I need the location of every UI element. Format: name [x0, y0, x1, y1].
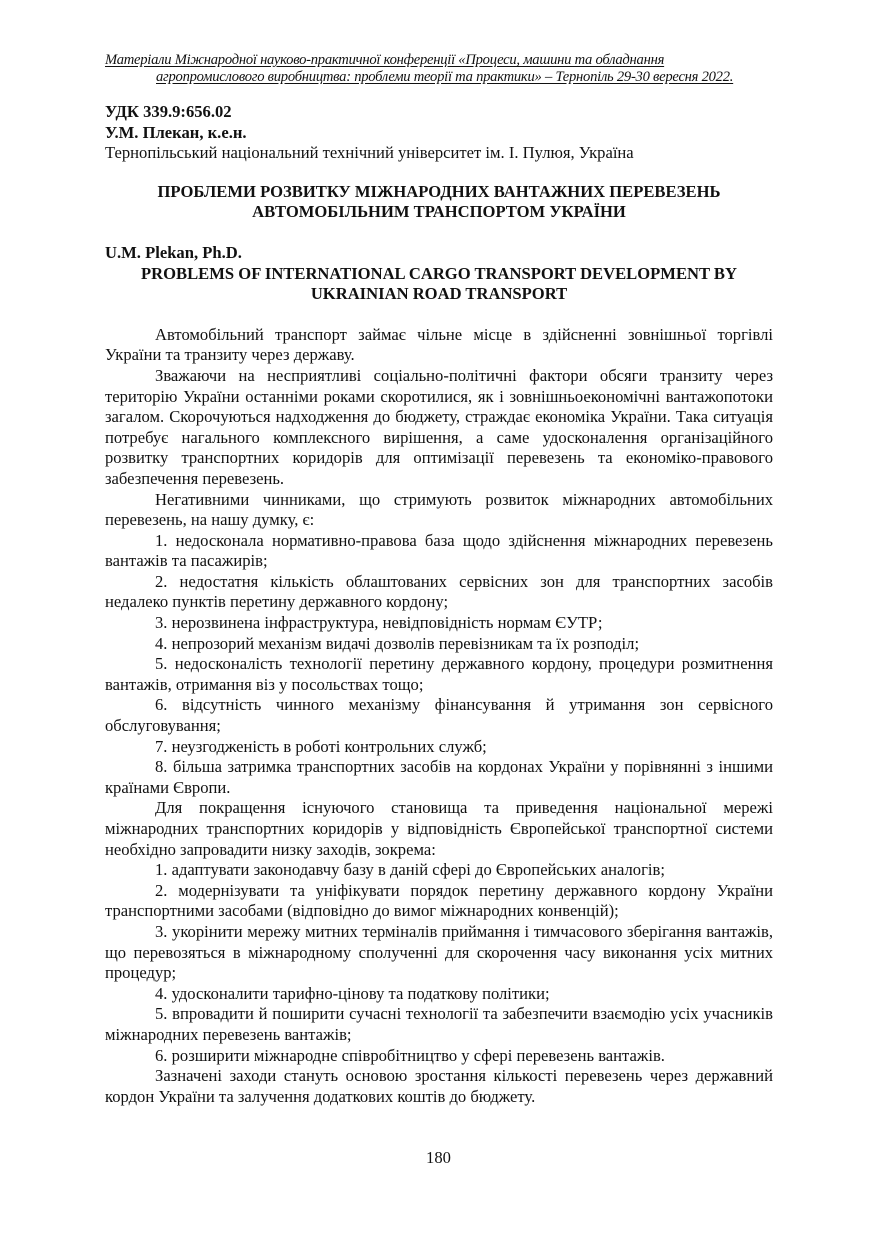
running-header-line-2: агропромислового виробництва: проблеми теорії та практики» – Тернопіль 29-30 вересня 2022.	[156, 69, 734, 85]
article-body	[105, 325, 773, 1108]
list-item: 6. відсутність чинного механізму фінансування й утримання зон сервісного обслуговування;	[105, 695, 773, 736]
title-en-line-1: PROBLEMS OF INTERNATIONAL CARGO TRANSPORT DEVELOPMENT BY	[141, 263, 737, 283]
title-en	[105, 264, 773, 305]
running-header	[105, 52, 773, 86]
list-item: 5. недосконалість технології перетину державного кордону, процедури розмитнення вантажів, отримання віз у посольствах тощо;	[105, 654, 773, 694]
list-item: 3. нерозвинена інфраструктура, невідповідність нормам ЄУТР;	[155, 613, 603, 633]
page	[105, 52, 773, 1107]
list-item: 4. непрозорий механізм видачі дозволів перевізникам та їх розподіл;	[155, 633, 640, 653]
list-item: 2. недостатня кількість облаштованих сервісних зон для транспортних засобів недалеко пунктів перетину державного кордону;	[105, 571, 773, 612]
page-number: 180	[426, 1148, 451, 1167]
negative-factors-list	[105, 531, 773, 799]
paragraph: Автомобільний транспорт займає чільне місце в здійсненні зовнішньої торгівлі України та транзиту через державу.	[105, 324, 773, 365]
list-item: 3. укорінити мережу митних терміналів приймання і тимчасового зберігання вантажів, що перевозяться в міжнародному сполученні для скорочення часу виконання усіх митних процедур;	[105, 921, 773, 983]
author-en: U.M. Plekan, Ph.D.	[105, 242, 242, 262]
list-item: 1. недосконала нормативно-правова база щодо здійснення міжнародних перевезень вантажів та пасажирів;	[105, 530, 773, 571]
list-item: 6. розширити міжнародне співробітництво у сфері перевезень вантажів.	[155, 1045, 665, 1065]
udc-code: УДК 339.9:656.02	[105, 102, 232, 121]
running-header-line-1: Матеріали Міжнародної науково-практичної конференції «Процеси, машини та обладнання	[105, 52, 665, 68]
list-item: 2. модернізувати та уніфікувати порядок перетину державного кордону України транспортними засобами (відповідно до вимог міжнародних конвенцій);	[105, 880, 773, 921]
list-item: 7. неузгодженість в роботі контрольних служб;	[155, 736, 487, 756]
measures-intro: Для покращення існуючого становища та приведення національної мережі міжнародних транспортних коридорів у відповідність Європейської транспортної системи необхідно запровадити низку заходів, зокрема:	[105, 798, 773, 859]
measures-list	[105, 860, 773, 1066]
affiliation: Тернопільський національний технічний університет ім. І. Пулюя, Україна	[105, 143, 634, 163]
title-ua-line-2: АВТОМОБІЛЬНИМ ТРАНСПОРТОМ УКРАЇНИ	[252, 202, 626, 222]
title-en-line-2: UKRAINIAN ROAD TRANSPORT	[310, 284, 568, 304]
paragraph: Зважаючи на несприятливі соціально-політичні фактори обсяги транзиту через територію України останніми роками скоротилися, як і зовнішньоекономічні вантажопотоки загалом. Скорочуються надходження до бюджету, страждає економіка України. Така ситуація потребує нагального комплексного вирішення, а саме удосконалення організаційного розвитку транспортних коридорів для оптимізації перевезень та економіко-правового забезпечення перевезень.	[105, 365, 773, 488]
conclusion: Зазначені заходи стануть основою зростання кількості перевезень через державний кордон України та залучення додаткових коштів до бюджету.	[105, 1066, 773, 1106]
paragraph: Негативними чинниками, що стримують розвиток міжнародних автомобільних перевезень, на нашу думку, є:	[105, 489, 773, 530]
list-item: 8. більша затримка транспортних засобів на кордонах України у порівнянні з іншими країнами Європи.	[105, 757, 773, 797]
title-ua	[105, 182, 773, 223]
list-item: 1. адаптувати законодавчу базу в даній сфері до Європейських аналогів;	[155, 860, 665, 880]
list-item: 4. удосконалити тарифно-цінову та податкову політики;	[155, 983, 550, 1003]
author-ua: У.М. Плекан, к.е.н.	[105, 122, 247, 142]
title-ua-line-1: ПРОБЛЕМИ РОЗВИТКУ МІЖНАРОДНИХ ВАНТАЖНИХ ПЕРЕВЕЗЕНЬ	[157, 181, 721, 201]
list-item: 5. впровадити й поширити сучасні технології та забезпечити взаємодію усіх учасників міжнародних перевезень вантажів;	[105, 1004, 773, 1044]
